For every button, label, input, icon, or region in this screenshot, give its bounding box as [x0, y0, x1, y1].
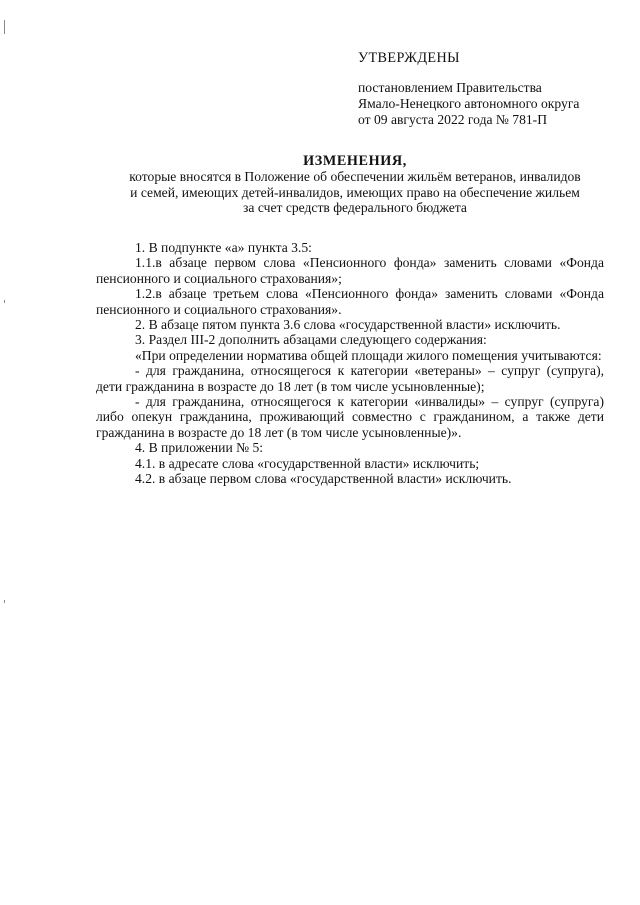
- scan-edge-mark: [4, 300, 5, 303]
- paragraph: 4.2. в абзаце первом слова «государственной власти» исключить.: [135, 471, 512, 487]
- approval-heading: УТВЕРЖДЕНЫ: [358, 50, 460, 66]
- document-body: [96, 240, 604, 487]
- paragraph: 4. В приложении № 5:: [135, 440, 264, 456]
- paragraph: 2. В абзаце пятом пункта 3.6 слова «государственной власти» исключить.: [135, 317, 561, 333]
- scan-edge-mark: [4, 20, 5, 34]
- approval-line: постановлением Правительства: [358, 80, 542, 95]
- paragraph: - для гражданина, относящегося к категории «инвалиды» – супруг (супруга) либо опекун гражданина, проживающий совместно с гражданином, а также дети гражданина в возрасте до 18 лет (в том числе усыновленные)».: [96, 394, 604, 440]
- paragraph: «При определении норматива общей площади жилого помещения учитываются:: [135, 347, 602, 363]
- paragraph: 1. В подпункте «а» пункта 3.5:: [135, 240, 312, 255]
- paragraph: 3. Раздел III-2 дополнить абзацами следующего содержания:: [135, 332, 487, 348]
- paragraph: 1.2.в абзаце третьем слова «Пенсионного фонда» заменить словами «Фонда пенсионного и социального страхования».: [96, 286, 604, 317]
- approval-block: [358, 50, 628, 128]
- paragraph: 4.1. в адресате слова «государственной власти» исключить;: [135, 455, 480, 471]
- approval-line: Ямало-Ненецкого автономного округа: [358, 96, 580, 111]
- document-title: ИЗМЕНЕНИЯ,: [303, 153, 407, 169]
- document-title-block: [90, 154, 620, 216]
- title-line: за счет средств федерального бюджета: [243, 200, 467, 216]
- title-line: и семей, имеющих детей-инвалидов, имеющих право на обеспечение жильем: [130, 184, 580, 200]
- approval-line: от 09 августа 2022 года № 781-П: [358, 112, 548, 127]
- paragraph: - для гражданина, относящегося к категории «ветераны» – супруг (супруга), дети гражданина в возрасте до 18 лет (в том числе усыновленные);: [96, 363, 604, 394]
- paragraph: 1.1.в абзаце первом слова «Пенсионного фонда» заменить словами «Фонда пенсионного и социального страхования»;: [96, 255, 604, 286]
- scan-edge-mark: [4, 600, 5, 603]
- title-line: которые вносятся в Положение об обеспечении жильём ветеранов, инвалидов: [129, 169, 581, 185]
